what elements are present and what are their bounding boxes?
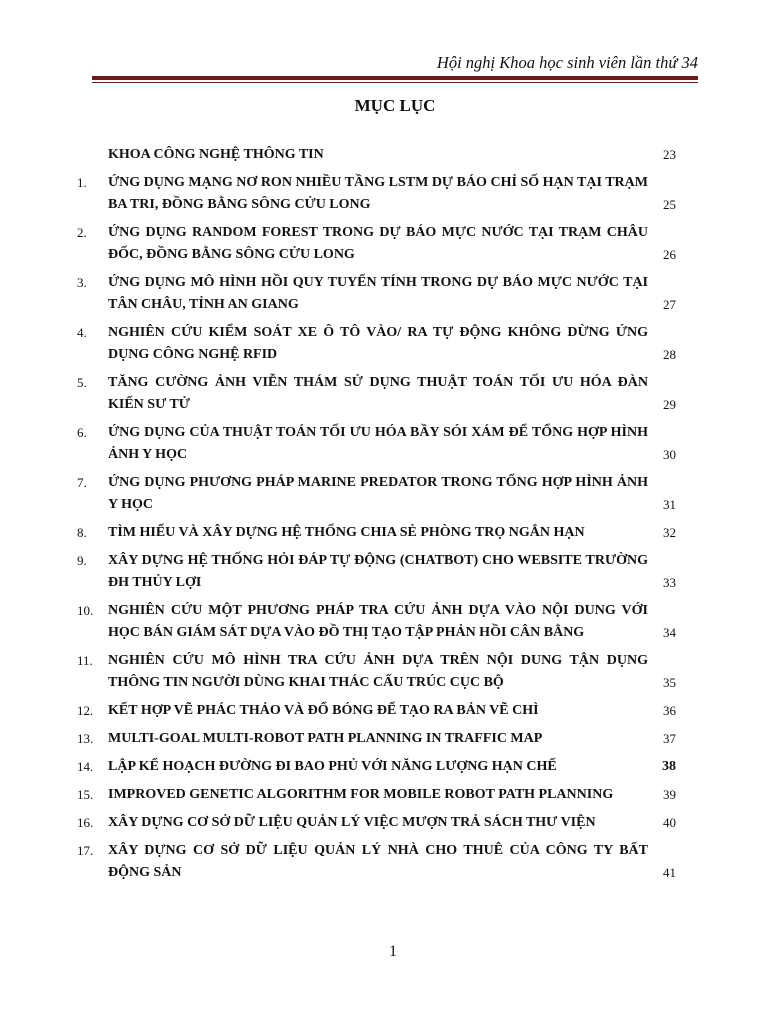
- toc-entry[interactable]: [72, 222, 676, 266]
- toc-entry-page: 28: [663, 347, 676, 362]
- toc-entry-title: ỨNG DỤNG MẠNG NƠ RON NHIỀU TẦNG LSTM DỰ BÁO CHỈ SỐ HẠN TẠI TRẠM BA TRI, ĐỒNG BẰNG SÔNG CỬU LONG: [108, 175, 648, 212]
- toc-section-page: 23: [663, 147, 676, 162]
- toc-entry-page: 38: [662, 759, 676, 774]
- toc-entry-page: 36: [663, 703, 676, 718]
- toc-entry-page: 33: [663, 575, 676, 590]
- toc-entry[interactable]: [72, 272, 676, 316]
- toc-entry-page: 39: [663, 787, 676, 802]
- page-title: MỤC LỤC: [354, 96, 436, 115]
- toc-entry[interactable]: [72, 422, 676, 466]
- toc-entry[interactable]: [72, 372, 676, 416]
- toc-entry-page: 31: [663, 497, 676, 512]
- toc-entry-number: 1.: [77, 175, 87, 190]
- toc-entry-title: ỨNG DỤNG PHƯƠNG PHÁP MARINE PREDATOR TRONG TỔNG HỢP HÌNH ẢNH Y HỌC: [108, 475, 648, 512]
- toc-entry-number: 9.: [77, 553, 87, 568]
- toc-entry-page: 32: [663, 525, 676, 540]
- toc-entry-number: 5.: [77, 375, 87, 390]
- toc-entry-page: 37: [663, 731, 676, 746]
- toc-entry-title: TĂNG CƯỜNG ẢNH VIỄN THÁM SỬ DỤNG THUẬT TOÁN TỐI ƯU HÓA ĐÀN KIẾN SƯ TỬ: [108, 375, 648, 412]
- toc-section-label: KHOA CÔNG NGHỆ THÔNG TIN: [108, 147, 324, 162]
- toc-entry-number: 14.: [77, 759, 94, 774]
- toc-entry-page: 29: [663, 397, 676, 412]
- toc-entry-title: IMPROVED GENETIC ALGORITHM FOR MOBILE ROBOT PATH PLANNING: [108, 787, 614, 802]
- toc-entry-number: 6.: [77, 425, 87, 440]
- toc-entry[interactable]: [72, 600, 676, 644]
- toc-entry[interactable]: [72, 550, 676, 594]
- toc-entry-title: XÂY DỰNG HỆ THỐNG HỎI ĐÁP TỰ ĐỘNG (CHATBOT) CHO WEBSITE TRƯỜNG ĐH THỦY LỢI: [108, 553, 648, 590]
- toc-entry-title: NGHIÊN CỨU MÔ HÌNH TRA CỨU ẢNH DỰA TRÊN NỘI DUNG TẬN DỤNG THÔNG TIN NGƯỜI DÙNG KHAI THÁC CẤU TRÚC CỤC BỘ: [108, 653, 648, 690]
- header-rule-thick: [92, 76, 698, 80]
- toc-entry-page: 30: [663, 447, 676, 462]
- toc-entry[interactable]: [72, 472, 676, 516]
- toc-entry-number: 2.: [77, 225, 87, 240]
- toc-entry[interactable]: [72, 522, 676, 544]
- toc-entry-number: 11.: [77, 653, 93, 668]
- toc-entry-number: 10.: [77, 603, 94, 618]
- toc-entry-title: XÂY DỰNG CƠ SỞ DỮ LIỆU QUẢN LÝ NHÀ CHO THUÊ CỦA CÔNG TY BẤT ĐỘNG SẢN: [108, 843, 648, 880]
- table-of-contents: [72, 144, 676, 890]
- toc-entry-number: 8.: [77, 525, 87, 540]
- toc-entry[interactable]: [72, 322, 676, 366]
- toc-section[interactable]: [72, 144, 676, 166]
- toc-entry-title: XÂY DỰNG CƠ SỞ DỮ LIỆU QUẢN LÝ VIỆC MƯỢN TRẢ SÁCH THƯ VIỆN: [108, 815, 596, 830]
- page-number: 1: [389, 943, 397, 960]
- toc-entry-title: KẾT HỢP VẼ PHÁC THẢO VÀ ĐỔ BÓNG ĐỂ TẠO RA BẢN VẼ CHÌ: [108, 703, 539, 718]
- toc-entry-number: 13.: [77, 731, 94, 746]
- toc-entry-number: 3.: [77, 275, 87, 290]
- toc-entry-list: [72, 172, 676, 884]
- toc-entry-page: 34: [663, 625, 676, 640]
- conference-header: Hội nghị Khoa học sinh viên lần thứ 34: [436, 53, 698, 72]
- toc-entry-page: 25: [663, 197, 676, 212]
- toc-entry[interactable]: [72, 650, 676, 694]
- toc-entry-title: TÌM HIỂU VÀ XÂY DỰNG HỆ THỐNG CHIA SẺ PHÒNG TRỌ NGẮN HẠN: [108, 525, 585, 540]
- toc-entry-number: 7.: [77, 475, 87, 490]
- toc-entry[interactable]: [72, 784, 676, 806]
- toc-entry-title: MULTI-GOAL MULTI-ROBOT PATH PLANNING IN TRAFFIC MAP: [108, 731, 543, 746]
- toc-entry-number: 16.: [77, 815, 94, 830]
- toc-entry-number: 15.: [77, 787, 94, 802]
- toc-entry-title: NGHIÊN CỨU MỘT PHƯƠNG PHÁP TRA CỨU ẢNH DỰA VÀO NỘI DUNG VỚI HỌC BÁN GIÁM SÁT DỰA VÀO ĐỒ THỊ TẠO TẬP PHẢN HỒI CÂN BẰNG: [108, 603, 648, 640]
- toc-entry-number: 17.: [77, 843, 94, 858]
- toc-entry-page: 26: [663, 247, 676, 262]
- toc-entry[interactable]: [72, 840, 676, 884]
- toc-entry[interactable]: [72, 728, 676, 750]
- toc-entry[interactable]: [72, 812, 676, 834]
- toc-entry[interactable]: [72, 756, 676, 778]
- header-rule-thin: [92, 82, 698, 83]
- toc-entry-title: NGHIÊN CỨU KIỂM SOÁT XE Ô TÔ VÀO/ RA TỰ ĐỘNG KHÔNG DỪNG ỨNG DỤNG CÔNG NGHỆ RFID: [108, 325, 648, 362]
- toc-entry-page: 35: [663, 675, 676, 690]
- toc-entry-page: 41: [663, 865, 676, 880]
- toc-entry-title: ỨNG DỤNG MÔ HÌNH HỒI QUY TUYẾN TÍNH TRONG DỰ BÁO MỰC NƯỚC TẠI TÂN CHÂU, TỈNH AN GIANG: [108, 275, 648, 312]
- toc-entry-title: ỨNG DỤNG RANDOM FOREST TRONG DỰ BÁO MỰC NƯỚC TẠI TRẠM CHÂU ĐỐC, ĐỒNG BẰNG SÔNG CỬU LONG: [108, 225, 648, 262]
- toc-entry-number: 12.: [77, 703, 94, 718]
- toc-entry-page: 27: [663, 297, 676, 312]
- toc-entry[interactable]: [72, 172, 676, 216]
- toc-entry-page: 40: [663, 815, 676, 830]
- toc-entry-title: ỨNG DỤNG CỦA THUẬT TOÁN TỐI ƯU HÓA BẦY SÓI XÁM ĐỂ TỔNG HỢP HÌNH ẢNH Y HỌC: [108, 425, 648, 462]
- toc-entry-number: 4.: [77, 325, 87, 340]
- toc-entry[interactable]: [72, 700, 676, 722]
- toc-entry-title: LẬP KẾ HOẠCH ĐƯỜNG ĐI BAO PHỦ VỚI NĂNG LƯỢNG HẠN CHẾ: [108, 759, 557, 774]
